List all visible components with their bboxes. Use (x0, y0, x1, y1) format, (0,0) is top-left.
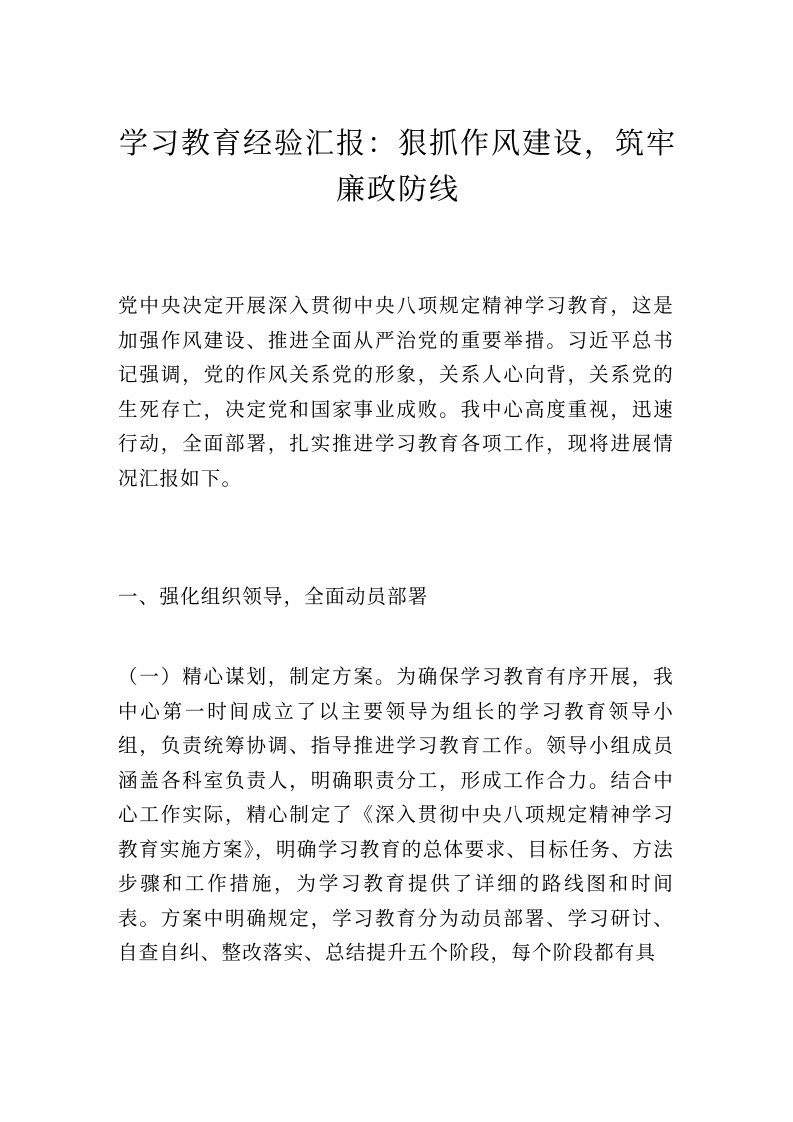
intro-paragraph: 党中央决定开展深入贯彻中央八项规定精神学习教育，这是加强作风建设、推进全面从严治党的重要举措。习近平总书记强调，党的作风关系党的形象，关系人心向背，关系党的生死存亡，决定党和国家事业成败。我中心高度重视，迅速行动，全面部署，扎实推进学习教育各项工作，现将进展情况汇报如下。 (118, 294, 674, 490)
section-paragraph: （一）精心谋划，制定方案。为确保学习教育有序开展，我中心第一时间成立了以主要领导为组长的学习教育领导小组，负责统筹协调、指导推进学习教育工作。领导小组成员涵盖各科室负责人，明确职责分工，形成工作合力。结合中心工作实际，精心制定了《深入贯彻中央八项规定精神学习教育实施方案》，明确学习教育的总体要求、目标任务、方法步骤和工作措施，为学习教育提供了详细的路线图和时间表。方案中明确规定，学习教育分为动员部署、学习研讨、自查自纠、整改落实、总结提升五个阶段，每个阶段都有具 (118, 665, 674, 964)
section-heading: 一、强化组织领导，全面动员部署 (118, 585, 429, 608)
document-title: 学习教育经验汇报：狠抓作风建设，筑牢廉政防线 (118, 126, 677, 206)
